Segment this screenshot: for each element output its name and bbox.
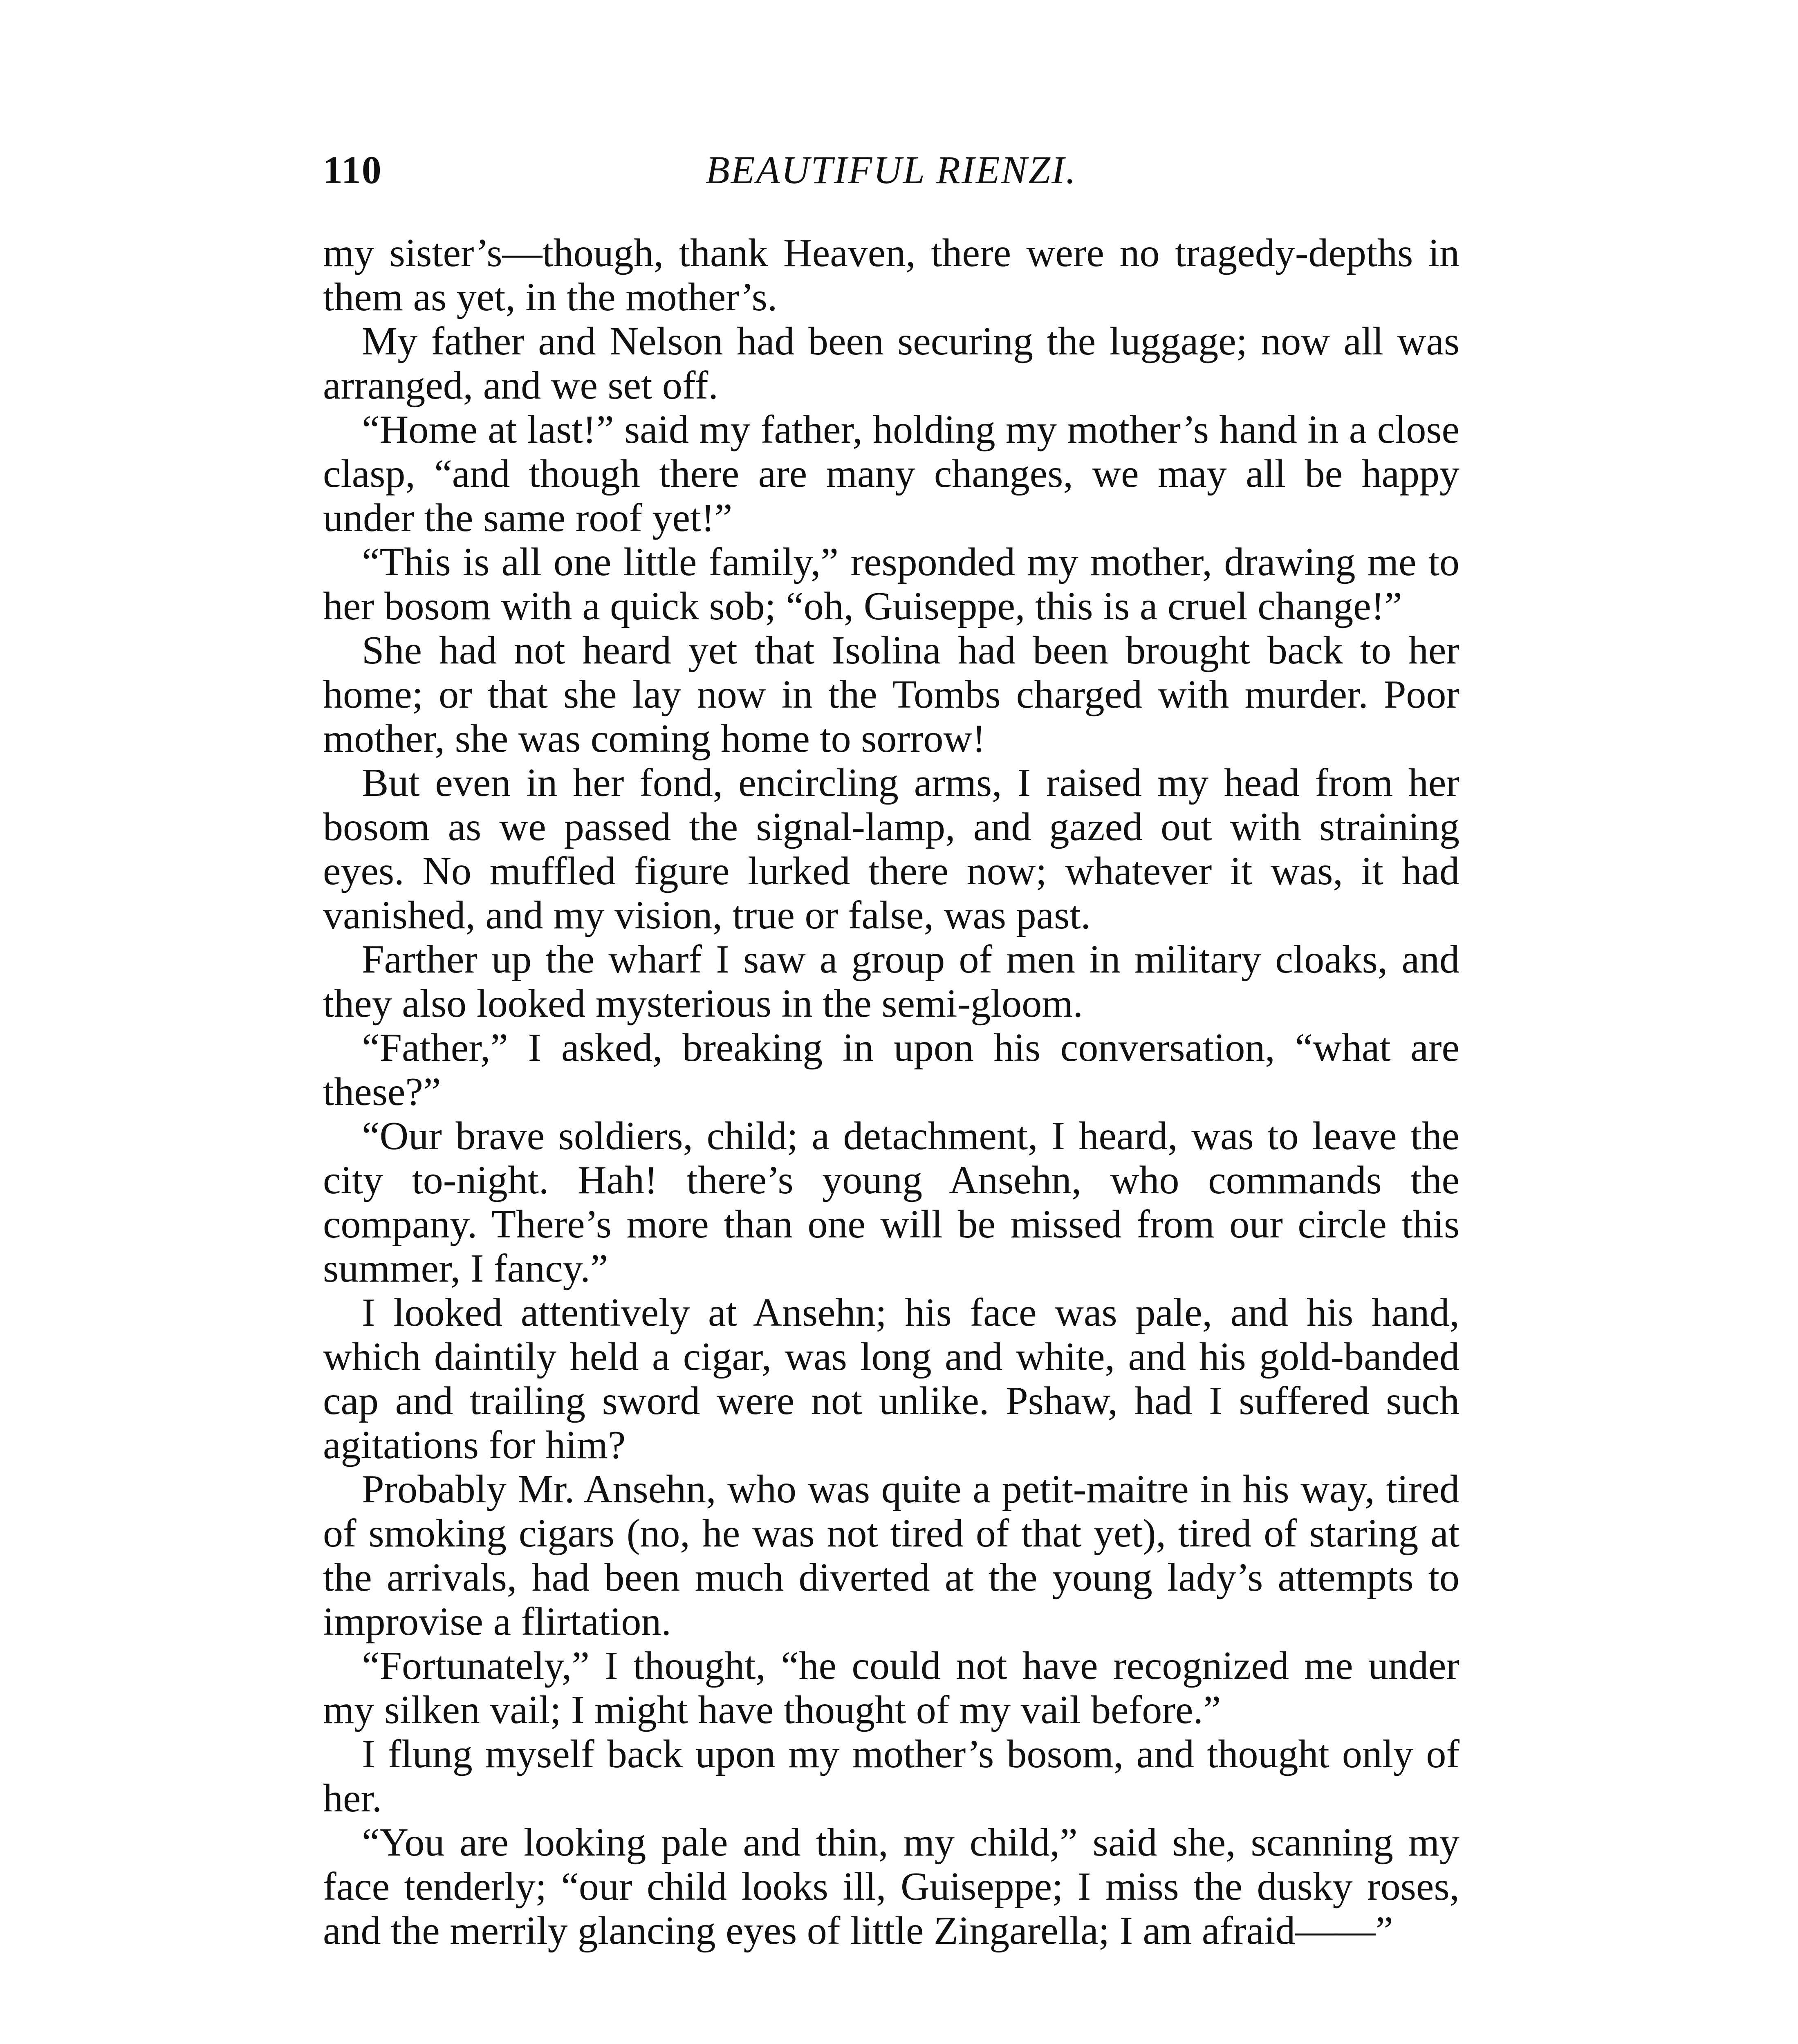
paragraph: “You are looking pale and thin, my child,” said she, scanning my face tenderly; “our child looks ill, Guiseppe; I miss the dusky roses, and the merrily glancing eyes of little Zingarella; I am afraid——”	[323, 1820, 1459, 1953]
paragraph: I looked attentively at Ansehn; his face was pale, and his hand, which daintily held a cigar, was long and white, and his gold-banded cap and trailing sword were not unlike. Pshaw, had I suffered such agitations for him?	[323, 1291, 1459, 1467]
paragraph: “Father,” I asked, breaking in upon his conversation, “what are these?”	[323, 1026, 1459, 1114]
paragraph: I flung myself back upon my mother’s bosom, and thought only of her.	[323, 1732, 1459, 1820]
body-text	[323, 231, 1459, 1953]
paragraph: But even in her fond, encircling arms, I raised my head from her bosom as we passed the signal-lamp, and gazed out with straining eyes. No muffled figure lurked there now; whatever it was, it had vanished, and my vision, true or false, was past.	[323, 761, 1459, 937]
paragraph: She had not heard yet that Isolina had been brought back to her home; or that she lay now in the Tombs charged with murder. Poor mother, she was coming home to sorrow!	[323, 628, 1459, 761]
paragraph: My father and Nelson had been securing the luggage; now all was arranged, and we set off.	[323, 319, 1459, 408]
paragraph: Probably Mr. Ansehn, who was quite a petit-maitre in his way, tired of smoking cigars (no, he was not tired of that yet), tired of staring at the arrivals, had been much diverted at the young lady’s attempts to improvise a flirtation.	[323, 1467, 1459, 1644]
paragraph: “Home at last!” said my father, holding my mother’s hand in a close clasp, “and though there are many changes, we may all be happy under the same roof yet!”	[323, 408, 1459, 540]
paragraph: my sister’s—though, thank Heaven, there were no tragedy-depths in them as yet, in the mother’s.	[323, 231, 1459, 319]
paragraph: “Fortunately,” I thought, “he could not have recognized me under my silken vail; I might have thought of my vail before.”	[323, 1644, 1459, 1732]
paragraph: “Our brave soldiers, child; a detachment, I heard, was to leave the city to-night. Hah! there’s young Ansehn, who commands the company. There’s more than one will be missed from our circle this summer, I fancy.”	[323, 1114, 1459, 1291]
paragraph: Farther up the wharf I saw a group of men in military cloaks, and they also looked mysterious in the semi-gloom.	[323, 937, 1459, 1026]
page-number: 110	[323, 148, 382, 192]
running-title: BEAUTIFUL RIENZI.	[706, 148, 1077, 192]
paragraph: “This is all one little family,” responded my mother, drawing me to her bosom with a quick sob; “oh, Guiseppe, this is a cruel change!”	[323, 540, 1459, 628]
page-header	[323, 147, 1459, 200]
